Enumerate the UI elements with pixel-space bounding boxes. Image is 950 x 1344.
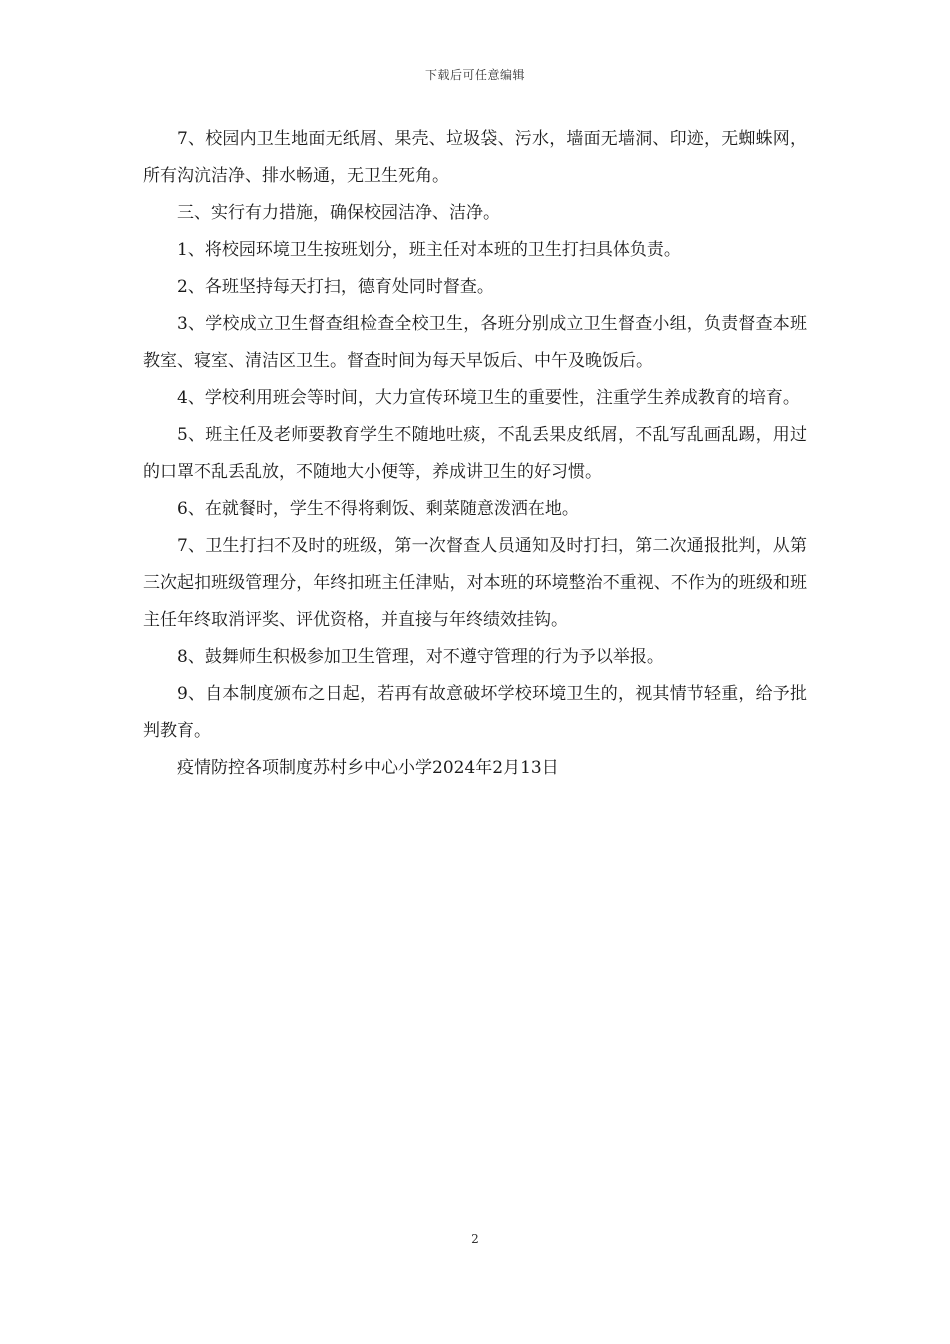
page-header-note: 下载后可任意编辑 xyxy=(424,68,525,82)
signature-line: 疫情防控各项制度苏村乡中心小学2024年2月13日 xyxy=(177,758,559,778)
paragraph-item-7: 7、卫生打扫不及时的班级，第一次督查人员通知及时打扫，第二次通报批判，从第三次起扣班级管理分，年终扣班主任津贴，对本班的环境整治不重视、不作为的班级和班主任年终取消评奖、评优资格，并直接与年终绩效挂钩。 xyxy=(143,536,807,630)
section-heading-measures: 三、实行有力措施，确保校园洁净、洁净。 xyxy=(177,203,500,223)
paragraph-item-7-hygiene-standards: 7、校园内卫生地面无纸屑、果壳、垃圾袋、污水，墙面无墙洞、印迹，无蜘蛛网，所有沟沆洁净、排水畅通，无卫生死角。 xyxy=(143,129,807,186)
document-body xyxy=(143,121,807,787)
paragraph-item-4: 4、学校利用班会等时间，大力宣传环境卫生的重要性，注重学生养成教育的培育。 xyxy=(177,388,800,408)
paragraph-item-3: 3、学校成立卫生督查组检查全校卫生，各班分别成立卫生督查小组，负责督查本班教室、寝室、清洁区卫生。督查时间为每天早饭后、中午及晚饭后。 xyxy=(143,314,807,371)
paragraph-item-9: 9、自本制度颁布之日起，若再有故意破坏学校环境卫生的，视其情节轻重，给予批判教育。 xyxy=(143,684,807,741)
paragraph-item-1: 1、将校园环境卫生按班划分，班主任对本班的卫生打扫具体负责。 xyxy=(177,240,681,260)
paragraph-item-5: 5、班主任及老师要教育学生不随地吐痰，不乱丢果皮纸屑，不乱写乱画乱踢，用过的口罩不乱丢乱放，不随地大小便等，养成讲卫生的好习惯。 xyxy=(143,425,807,482)
paragraph-item-6: 6、在就餐时，学生不得将剩饭、剩菜随意泼洒在地。 xyxy=(177,499,579,519)
page-number: 2 xyxy=(471,1232,479,1246)
paragraph-item-8: 8、鼓舞师生积极参加卫生管理，对不遵守管理的行为予以举报。 xyxy=(177,647,664,667)
paragraph-item-2: 2、各班坚持每天打扫，德育处同时督查。 xyxy=(177,277,494,297)
